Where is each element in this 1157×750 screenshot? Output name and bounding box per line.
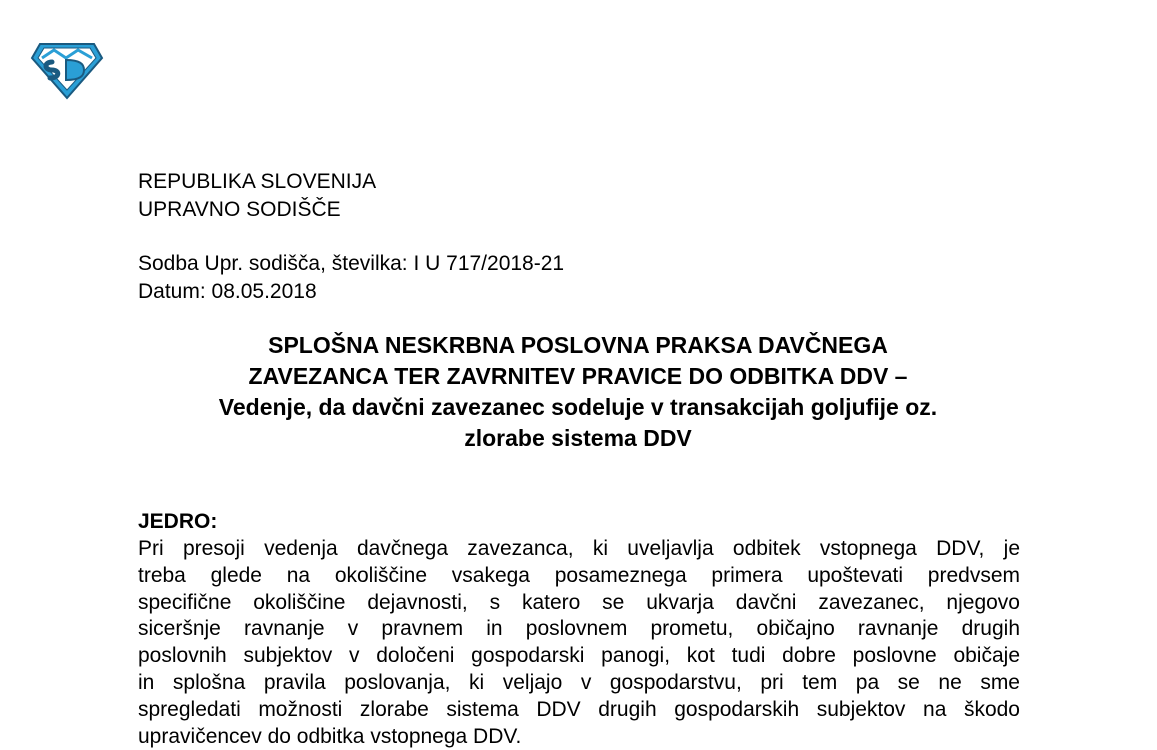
court-logo — [30, 40, 104, 100]
shield-diamond-logo-icon — [30, 40, 104, 100]
paragraph-line: treba glede na okoliščine vsakega posameznega primera upoštevati predvsem — [138, 563, 1020, 587]
paragraph-line: specifične okoliščine dejavnosti, s katero se ukvarja davčni zavezanec, njegovo — [138, 590, 1020, 614]
court-header — [138, 168, 376, 224]
title-line: ZAVEZANCA TER ZAVRNITEV PRAVICE DO ODBITKA DDV – — [248, 363, 908, 389]
paragraph-line: upravičencev do odbitka vstopnega DDV. — [138, 724, 522, 748]
judgment-reference — [138, 250, 564, 306]
paragraph-line: Pri presoji vedenja davčnega zavezanca, ki uveljavlja odbitek vstopnega DDV, je — [138, 537, 1020, 560]
jedro-paragraph — [138, 536, 1020, 750]
jedro-heading: JEDRO: — [138, 510, 218, 533]
paragraph-line: in splošna pravila poslovanja, ki veljajo v gospodarstvu, pri tem pa se ne sme — [138, 670, 1020, 694]
judgment-date: Datum: 08.05.2018 — [138, 280, 317, 303]
title-line: SPLOŠNA NESKRBNA POSLOVNA PRAKSA DAVČNEGA — [268, 332, 888, 358]
document-title — [138, 330, 1018, 454]
title-line: Vedenje, da davčni zavezanec sodeluje v transakcijah goljufije oz. — [218, 394, 938, 420]
paragraph-line: spregledati možnosti zlorabe sistema DDV drugih gospodarskih subjektov na škodo — [138, 697, 1020, 721]
republic-name: REPUBLIKA SLOVENIJA — [138, 170, 377, 193]
judgment-number: Sodba Upr. sodišča, številka: I U 717/2018-21 — [138, 252, 565, 275]
court-name: UPRAVNO SODIŠČE — [138, 198, 341, 221]
paragraph-line: siceršnje ravnanje v pravnem in poslovnem prometu, običajno ravnanje drugih — [138, 617, 1020, 641]
paragraph-line: poslovnih subjektov v določeni gospodarski panogi, kot tudi dobre poslovne običaje — [138, 644, 1020, 668]
title-line: zlorabe sistema DDV — [464, 425, 692, 451]
